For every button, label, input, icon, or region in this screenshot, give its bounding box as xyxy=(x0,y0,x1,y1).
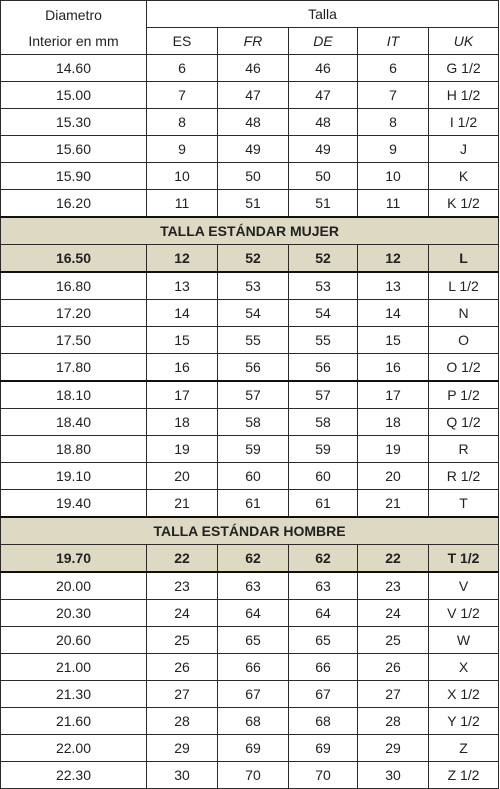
es-cell: 20 xyxy=(147,463,218,490)
it-cell: 6 xyxy=(358,55,429,82)
diameter-cell: 19.10 xyxy=(1,463,147,490)
es-cell: 25 xyxy=(147,627,218,654)
de-cell: 53 xyxy=(289,272,358,300)
it-cell: 17 xyxy=(358,381,429,409)
es-cell: 17 xyxy=(147,381,218,409)
diameter-cell: 17.20 xyxy=(1,300,147,327)
es-cell: 26 xyxy=(147,654,218,681)
men-standard-section-title: TALLA ESTÁNDAR HOMBRE xyxy=(1,517,499,545)
de-cell: 64 xyxy=(289,600,358,627)
column-header-es: ES xyxy=(147,28,218,55)
it-cell: 19 xyxy=(358,436,429,463)
es-cell: 16 xyxy=(147,354,218,382)
it-cell: 26 xyxy=(358,654,429,681)
es-cell: 28 xyxy=(147,708,218,735)
fr-cell: 59 xyxy=(218,436,289,463)
de-cell: 56 xyxy=(289,354,358,382)
it-cell: 12 xyxy=(358,245,429,273)
uk-cell: X 1/2 xyxy=(429,681,499,708)
diameter-cell: 17.80 xyxy=(1,354,147,382)
table-row xyxy=(1,409,499,436)
table-row xyxy=(1,627,499,654)
fr-cell: 58 xyxy=(218,409,289,436)
de-cell: 59 xyxy=(289,436,358,463)
es-cell: 30 xyxy=(147,762,218,789)
table-row xyxy=(1,708,499,735)
uk-cell: N xyxy=(429,300,499,327)
es-cell: 21 xyxy=(147,490,218,518)
de-cell: 54 xyxy=(289,300,358,327)
fr-cell: 70 xyxy=(218,762,289,789)
it-cell: 7 xyxy=(358,82,429,109)
de-cell: 69 xyxy=(289,735,358,762)
table-row xyxy=(1,436,499,463)
diameter-cell: 20.00 xyxy=(1,572,147,600)
es-cell: 24 xyxy=(147,600,218,627)
table-row xyxy=(1,272,499,300)
diameter-cell: 22.00 xyxy=(1,735,147,762)
de-cell: 48 xyxy=(289,109,358,136)
it-cell: 21 xyxy=(358,490,429,518)
uk-cell: W xyxy=(429,627,499,654)
uk-cell: Q 1/2 xyxy=(429,409,499,436)
column-header-uk: UK xyxy=(429,28,499,55)
women-standard-section-title: TALLA ESTÁNDAR MUJER xyxy=(1,217,499,245)
diameter-cell: 18.80 xyxy=(1,436,147,463)
column-header-it: IT xyxy=(358,28,429,55)
men-standard-row xyxy=(1,545,499,573)
table-row xyxy=(1,600,499,627)
de-cell: 50 xyxy=(289,163,358,190)
it-cell: 24 xyxy=(358,600,429,627)
fr-cell: 64 xyxy=(218,600,289,627)
fr-cell: 65 xyxy=(218,627,289,654)
table-row xyxy=(1,163,499,190)
uk-cell: L 1/2 xyxy=(429,272,499,300)
es-cell: 23 xyxy=(147,572,218,600)
diameter-header-line1: Diametro xyxy=(45,6,102,23)
fr-cell: 68 xyxy=(218,708,289,735)
fr-cell: 52 xyxy=(218,245,289,273)
fr-cell: 49 xyxy=(218,136,289,163)
table-row xyxy=(1,354,499,382)
fr-cell: 50 xyxy=(218,163,289,190)
uk-cell: K xyxy=(429,163,499,190)
fr-cell: 67 xyxy=(218,681,289,708)
de-cell: 57 xyxy=(289,381,358,409)
de-cell: 52 xyxy=(289,245,358,273)
table-row xyxy=(1,572,499,600)
table-row xyxy=(1,55,499,82)
uk-cell: K 1/2 xyxy=(429,190,499,218)
es-cell: 22 xyxy=(147,545,218,573)
de-cell: 67 xyxy=(289,681,358,708)
diameter-cell: 15.00 xyxy=(1,82,147,109)
diameter-cell: 22.30 xyxy=(1,762,147,789)
de-cell: 62 xyxy=(289,545,358,573)
fr-cell: 56 xyxy=(218,354,289,382)
fr-cell: 54 xyxy=(218,300,289,327)
de-cell: 51 xyxy=(289,190,358,218)
fr-cell: 57 xyxy=(218,381,289,409)
uk-cell: T 1/2 xyxy=(429,545,499,573)
uk-cell: Z 1/2 xyxy=(429,762,499,789)
it-cell: 30 xyxy=(358,762,429,789)
es-cell: 12 xyxy=(147,245,218,273)
it-cell: 11 xyxy=(358,190,429,218)
table-row xyxy=(1,463,499,490)
it-cell: 18 xyxy=(358,409,429,436)
de-cell: 66 xyxy=(289,654,358,681)
uk-cell: G 1/2 xyxy=(429,55,499,82)
uk-cell: Y 1/2 xyxy=(429,708,499,735)
table-row xyxy=(1,109,499,136)
diameter-cell: 20.30 xyxy=(1,600,147,627)
fr-cell: 47 xyxy=(218,82,289,109)
uk-cell: V 1/2 xyxy=(429,600,499,627)
it-cell: 14 xyxy=(358,300,429,327)
uk-cell: J xyxy=(429,136,499,163)
women-standard-section xyxy=(1,217,499,245)
diameter-cell: 16.80 xyxy=(1,272,147,300)
it-cell: 22 xyxy=(358,545,429,573)
size-header: Talla xyxy=(147,1,499,28)
it-cell: 23 xyxy=(358,572,429,600)
uk-cell: X xyxy=(429,654,499,681)
table-row xyxy=(1,82,499,109)
uk-cell: V xyxy=(429,572,499,600)
it-cell: 9 xyxy=(358,136,429,163)
it-cell: 28 xyxy=(358,708,429,735)
it-cell: 15 xyxy=(358,327,429,354)
diameter-cell: 19.70 xyxy=(1,545,147,573)
de-cell: 46 xyxy=(289,55,358,82)
es-cell: 15 xyxy=(147,327,218,354)
es-cell: 29 xyxy=(147,735,218,762)
de-cell: 63 xyxy=(289,572,358,600)
fr-cell: 60 xyxy=(218,463,289,490)
de-cell: 55 xyxy=(289,327,358,354)
table-row xyxy=(1,190,499,218)
fr-cell: 61 xyxy=(218,490,289,518)
it-cell: 25 xyxy=(358,627,429,654)
diameter-cell: 15.60 xyxy=(1,136,147,163)
diameter-cell: 15.30 xyxy=(1,109,147,136)
column-header-de: DE xyxy=(289,28,358,55)
diameter-cell: 15.90 xyxy=(1,163,147,190)
it-cell: 13 xyxy=(358,272,429,300)
diameter-cell: 21.00 xyxy=(1,654,147,681)
it-cell: 29 xyxy=(358,735,429,762)
es-cell: 13 xyxy=(147,272,218,300)
diameter-cell: 20.60 xyxy=(1,627,147,654)
diameter-cell: 18.10 xyxy=(1,381,147,409)
fr-cell: 48 xyxy=(218,109,289,136)
diameter-cell: 16.50 xyxy=(1,245,147,273)
es-cell: 10 xyxy=(147,163,218,190)
fr-cell: 53 xyxy=(218,272,289,300)
it-cell: 16 xyxy=(358,354,429,382)
de-cell: 60 xyxy=(289,463,358,490)
uk-cell: Z xyxy=(429,735,499,762)
uk-cell: O xyxy=(429,327,499,354)
uk-cell: H 1/2 xyxy=(429,82,499,109)
men-standard-section xyxy=(1,517,499,545)
es-cell: 8 xyxy=(147,109,218,136)
table-row xyxy=(1,381,499,409)
it-cell: 8 xyxy=(358,109,429,136)
it-cell: 27 xyxy=(358,681,429,708)
fr-cell: 62 xyxy=(218,545,289,573)
es-cell: 11 xyxy=(147,190,218,218)
fr-cell: 66 xyxy=(218,654,289,681)
diameter-cell: 18.40 xyxy=(1,409,147,436)
diameter-header-line2: Interior en mm xyxy=(28,32,119,49)
diameter-cell: 14.60 xyxy=(1,55,147,82)
uk-cell: O 1/2 xyxy=(429,354,499,382)
uk-cell: L xyxy=(429,245,499,273)
de-cell: 61 xyxy=(289,490,358,518)
de-cell: 47 xyxy=(289,82,358,109)
de-cell: 65 xyxy=(289,627,358,654)
es-cell: 18 xyxy=(147,409,218,436)
es-cell: 9 xyxy=(147,136,218,163)
de-cell: 70 xyxy=(289,762,358,789)
de-cell: 58 xyxy=(289,409,358,436)
table-row xyxy=(1,136,499,163)
uk-cell: R 1/2 xyxy=(429,463,499,490)
it-cell: 20 xyxy=(358,463,429,490)
uk-cell: P 1/2 xyxy=(429,381,499,409)
column-header-fr: FR xyxy=(218,28,289,55)
de-cell: 49 xyxy=(289,136,358,163)
es-cell: 14 xyxy=(147,300,218,327)
it-cell: 10 xyxy=(358,163,429,190)
diameter-cell: 19.40 xyxy=(1,490,147,518)
uk-cell: I 1/2 xyxy=(429,109,499,136)
diameter-cell: 17.50 xyxy=(1,327,147,354)
fr-cell: 55 xyxy=(218,327,289,354)
table-row xyxy=(1,327,499,354)
table-row xyxy=(1,681,499,708)
diameter-cell: 21.60 xyxy=(1,708,147,735)
fr-cell: 69 xyxy=(218,735,289,762)
table-row xyxy=(1,735,499,762)
women-standard-row xyxy=(1,245,499,273)
table-row xyxy=(1,490,499,518)
uk-cell: R xyxy=(429,436,499,463)
diameter-header xyxy=(1,1,147,55)
table-body xyxy=(1,55,499,789)
diameter-cell: 16.20 xyxy=(1,190,147,218)
es-cell: 6 xyxy=(147,55,218,82)
es-cell: 27 xyxy=(147,681,218,708)
es-cell: 7 xyxy=(147,82,218,109)
fr-cell: 46 xyxy=(218,55,289,82)
table-row xyxy=(1,654,499,681)
table-row xyxy=(1,300,499,327)
es-cell: 19 xyxy=(147,436,218,463)
table-row xyxy=(1,762,499,789)
diameter-cell: 21.30 xyxy=(1,681,147,708)
fr-cell: 51 xyxy=(218,190,289,218)
fr-cell: 63 xyxy=(218,572,289,600)
de-cell: 68 xyxy=(289,708,358,735)
uk-cell: T xyxy=(429,490,499,518)
